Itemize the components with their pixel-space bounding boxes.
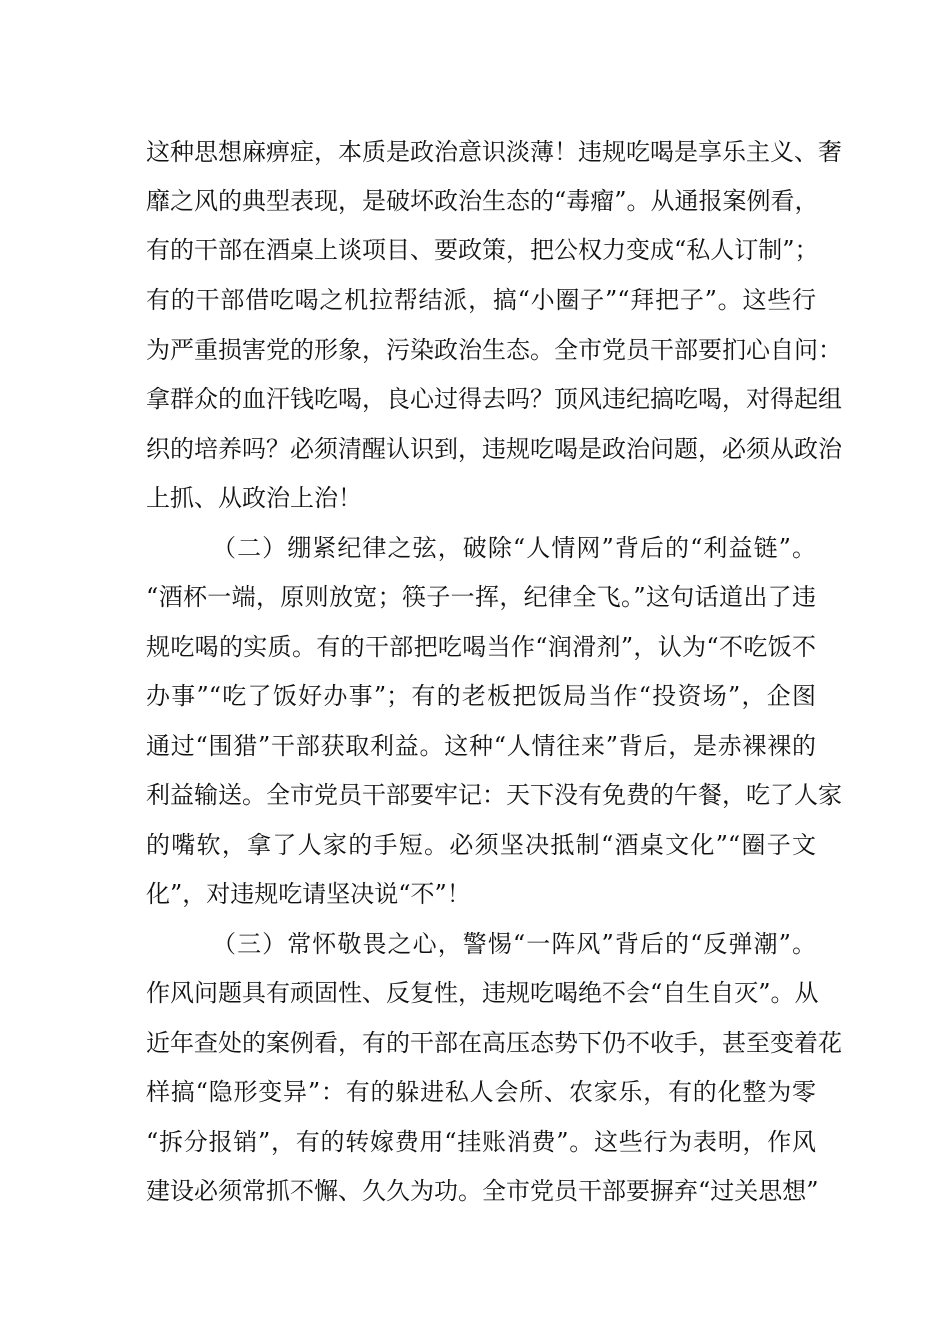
text-line: 近年查处的案例看，有的干部在高压态势下仍不收手，甚至变着花: [146, 1029, 842, 1057]
text-line: 建设必须常抓不懈、久久为功。全市党员干部要摒弃“过关思想”: [146, 1177, 819, 1205]
text-line: 样搞“隐形变异”：有的躲进私人会所、农家乐，有的化整为零: [146, 1078, 816, 1106]
section-heading-3: （三）常怀敬畏之心，警惕“一阵风”背后的“反弹潮”。: [212, 930, 816, 958]
paragraph-end-line: 化”，对违规吃请坚决说“不”！: [146, 880, 471, 908]
text-line: 办事”“吃了饭好办事”；有的老板把饭局当作“投资场”，企图: [146, 682, 816, 710]
section-heading-2: （二）绷紧纪律之弦，破除“人情网”背后的“利益链”。: [212, 534, 816, 562]
text-line: 利益输送。全市党员干部要牢记：天下没有免费的午餐，吃了人家: [146, 781, 842, 809]
text-line: 拿群众的血汗钱吃喝，良心过得去吗？顶风违纪搞吃喝，对得起组: [146, 385, 842, 413]
text-line: 通过“围猎”干部获取利益。这种“人情往来”背后，是赤裸裸的: [146, 732, 816, 760]
text-line: 这种思想麻痹症，本质是政治意识淡薄！违规吃喝是享乐主义、奢: [146, 138, 842, 166]
paragraph-end-line: 上抓、从政治上治！: [146, 484, 362, 512]
text-line: 为严重损害党的形象，污染政治生态。全市党员干部要扪心自问：: [146, 336, 842, 364]
text-line: 有的干部借吃喝之机拉帮结派，搞“小圈子”“拜把子”。这些行: [146, 286, 816, 314]
text-line: 规吃喝的实质。有的干部把吃喝当作“润滑剂”，认为“不吃饭不: [146, 633, 816, 661]
text-line: “拆分报销”，有的转嫁费用“挂账消费”。这些行为表明，作风: [146, 1128, 816, 1156]
text-line: 织的培养吗？必须清醒认识到，违规吃喝是政治问题，必须从政治: [146, 435, 842, 463]
text-line: 有的干部在酒桌上谈项目、要政策，把公权力变成“私人订制”；: [146, 236, 819, 264]
text-line: 作风问题具有顽固性、反复性，违规吃喝绝不会“自生自灭”。从: [146, 979, 819, 1007]
text-line: 靡之风的典型表现，是破坏政治生态的“毒瘤”。从通报案例看，: [146, 187, 819, 215]
text-line: “酒杯一端，原则放宽；筷子一挥，纪律全飞。”这句话道出了违: [146, 583, 816, 611]
text-line: 的嘴软，拿了人家的手短。必须坚决抵制“酒桌文化”“圈子文: [146, 831, 816, 859]
